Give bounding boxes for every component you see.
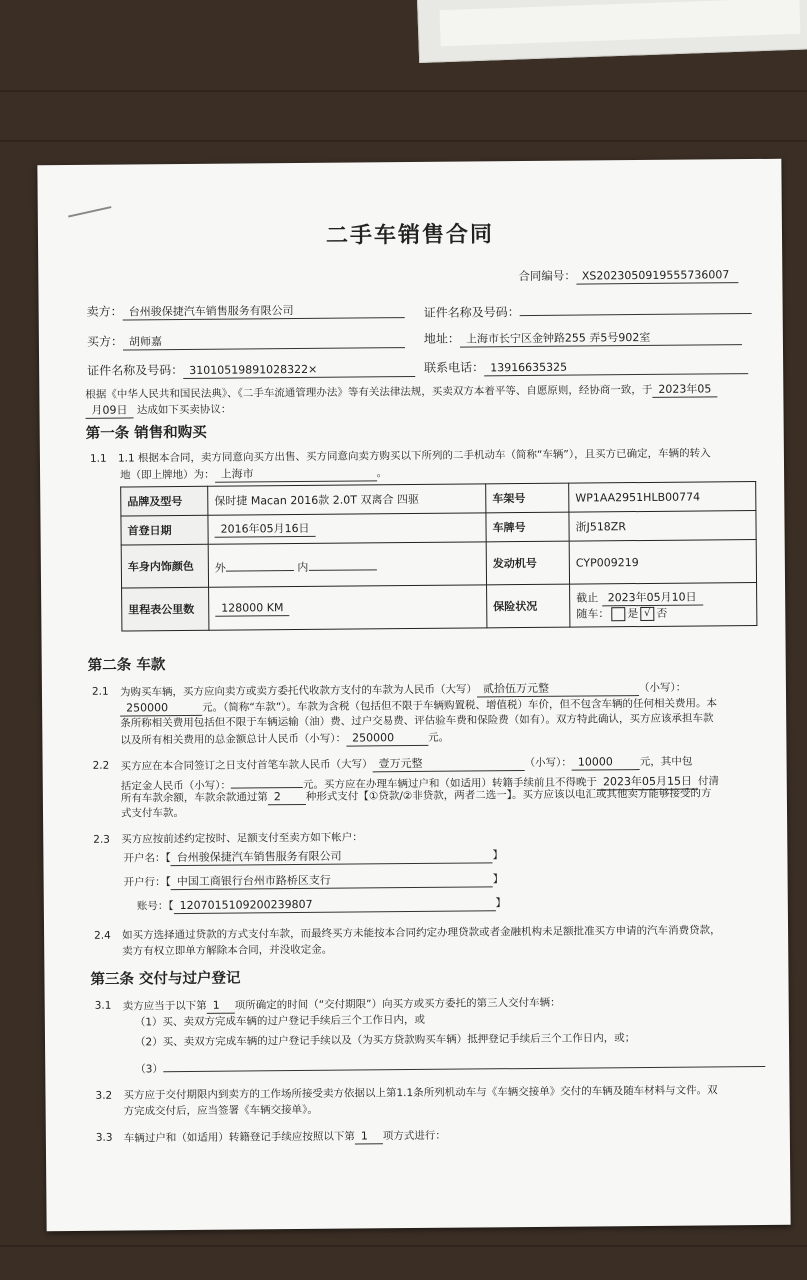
checkbox-no-checked[interactable]: √ (640, 606, 654, 620)
clause-2-2-line1: 买方应在本合同签订之日支付首笔车款人民币（大写） 壹万元整 （小写）： 10000 元，其中包 (120, 755, 693, 773)
seller-row: 卖方： 台州骏保捷汽车销售服务有限公司 (87, 302, 405, 321)
registration-place: 上海市 (215, 465, 377, 482)
clause-2-4-num: 2.4 (94, 929, 111, 942)
payment-method: 2 (268, 789, 306, 805)
checkbox-yes[interactable] (611, 607, 625, 621)
price-amount: 250000 (120, 700, 202, 717)
price-in-words: 贰拾伍万元整 (477, 680, 639, 697)
insurance-expiry: 2023年05月10日 (602, 589, 703, 606)
table-row: 车身内饰颜色 外 内 发动机号 CYP009219 (121, 540, 756, 589)
clause-3-2-line2: 方完成交付后，应当签署《车辆交接单》。 (123, 1103, 318, 1118)
account-name-row: 开户名：【 台州骏保捷汽车销售服务有限公司 】 (123, 849, 504, 865)
table-row: 品牌及型号 保时捷 Macan 2016款 2.0T 双离合 四驱 车架号 WP1AA2951HLB00774 (121, 482, 756, 517)
engine-number: CYP009219 (569, 540, 756, 585)
first-registration-date: 2016年05月16日 (214, 521, 315, 538)
clause-2-4-line2: 卖方有权立即单方解除本合同，并没收定金。 (122, 943, 333, 958)
address-row: 地址： 上海市长宁区金钟路255 弄5号902室 (424, 329, 742, 348)
clause-2-3-num: 2.3 (93, 833, 111, 846)
clause-3-2-line1: 买方应于交付期限内到卖方的工作场所接受卖方依据以上第1.1条所列机动车与《车辆交接单》交付的车辆及随车材料与文件。双 (123, 1084, 718, 1102)
wood-grain (0, 1245, 807, 1247)
total-amount: 250000 (346, 730, 428, 747)
seller-id-row: 证件名称及号码： (424, 299, 752, 321)
account-number: 1207015109200239807 (174, 895, 496, 914)
contract-number-row: 合同编号： XS2023050919555736007 (518, 267, 738, 285)
section-3-heading: 第三条 交付与过户登记 (90, 970, 241, 988)
account-bank-row: 开户行：【 中国工商银行台州市路桥区支行 】 (123, 873, 504, 889)
exterior-color (226, 556, 294, 572)
seller-name: 台州骏保捷汽车销售服务有限公司 (123, 302, 405, 320)
buyer-id-row: 证件名称及号码： 31010519891028322× (87, 361, 415, 380)
clause-3-1-item2: （2）买、卖双方完成车辆的过户登记手续以及（为买方贷款购买车辆）抵押登记手续后三个工作日内，或； (134, 1032, 636, 1049)
seller-id (520, 299, 752, 316)
table-row: 里程表公里数 128000 KM 保险状况 截止 2023年05月10日 随车： 是 √ 否 (122, 583, 757, 632)
license-plate: 浙J518ZR (569, 511, 756, 542)
account-name: 台州骏保捷汽车销售服务有限公司 (171, 847, 493, 866)
clause-3-1-num: 3.1 (94, 999, 112, 1012)
clause-2-2-line4: 式支付车款。 (120, 807, 185, 820)
preamble-line2: 月09日 达成如下买卖协议： (85, 402, 231, 419)
clause-2-1-line1: 为购买车辆，买方应向卖方或卖方委托代收款方支付的车款为人民币（大写） 贰拾伍万元整 （小写）： (119, 681, 687, 699)
contract-page (37, 159, 790, 1231)
clause-2-1-line4: 以及所有相关费用的总金额总计人民币（小写）： 250000 元。 (120, 731, 450, 747)
page-title: 二手车销售合同 (325, 222, 495, 249)
buyer-id: 31010519891028322× (183, 361, 415, 379)
staple-mark (68, 206, 111, 217)
interior-color (308, 555, 376, 571)
clause-1-1-line1: 1.1 根据本合同，卖方同意向买方出售、买方同意向卖方购买以下所列的二手机动车（简称“车辆”），且买方已确定，车辆的转入 (117, 447, 711, 465)
transfer-option: 1 (355, 1128, 383, 1144)
table-row: 首登日期 2016年05月16日 车牌号 浙J518ZR (121, 511, 756, 546)
clause-2-1-num: 2.1 (91, 685, 109, 698)
clause-3-2-num: 3.2 (95, 1089, 113, 1102)
phone-row: 联系电话： 13916635325 (424, 358, 748, 377)
section-1-heading: 第一条 销售和购买 (85, 424, 207, 442)
odometer-reading: 128000 KM (215, 600, 289, 617)
vehicle-vin: WP1AA2951HLB00774 (569, 482, 756, 513)
clause-3-1-item3: （3） (135, 1052, 765, 1077)
down-payment-words: 壹万元整 (373, 755, 525, 772)
buyer-phone: 13916635325 (484, 358, 748, 376)
deposit-amount (231, 773, 303, 789)
clause-3-1-line1: 卖方应当于以下第 1 项所确定的时间（“交付期限”）向买方或买方委托的第三人交付车辆： (122, 996, 561, 1013)
clause-3-3-num: 3.3 (95, 1131, 113, 1144)
down-payment-amount: 10000 (572, 754, 640, 771)
vehicle-model: 保时捷 Macan 2016款 2.0T 双离合 四驱 (208, 484, 486, 515)
clause-2-1-line2: 250000 元。（简称“车款”）。车款为含税（包括但不限于车辆购置税、增值税）车价，但不包含车辆的任何相关费用。本 (120, 695, 717, 716)
clause-1-1-line2: 地（即上牌地）为： 上海市 。 (120, 467, 388, 482)
clause-3-1-item1: （1）买、卖双方完成车辆的过户登记手续后三个工作日内，或 (134, 1013, 426, 1029)
contract-number: XS2023050919555736007 (576, 267, 738, 284)
buyer-name: 胡师嘉 (123, 332, 405, 350)
wood-grain (0, 140, 807, 142)
clause-2-2-line2: 括定金人民币（小写）： 元。买方应在办理车辆过户和（如适用）转籍手续前且不得晚于 2023年05月15日 付清 (120, 774, 720, 793)
balance-due-date: 2023年05月15日 (597, 774, 698, 791)
wood-grain (0, 90, 807, 92)
buyer-row: 买方： 胡师嘉 (87, 332, 405, 351)
clause-2-2-num: 2.2 (92, 759, 110, 772)
clause-2-2-line3: 所有车款余额，车款余款通过第 2 种形式支付【①贷款/②非贷款，两者二选一】。买方应该以电汇或其他卖方能够接受的方 (120, 787, 712, 805)
account-number-row: 账号：【 1207015109200239807 】 (136, 897, 507, 913)
preamble-line1: 根据《中华人民共和国民法典》、《二手车流通管理办法》等有关法律法规，买卖双方本着平等、自愿原则，经协商一致，于 2023年05 (85, 381, 717, 403)
account-bank: 中国工商银行台州市路桥区支行 (171, 871, 493, 890)
clause-2-3-line1: 买方应按前述约定按时、足额支付至卖方如下帐户： (121, 831, 363, 846)
clause-3-3-line1: 车辆过户和（如适用）转籍登记手续应按照以下第 1 项方式进行： (123, 1129, 446, 1145)
clause-2-4-line1: 如买方选择通过贷款的方式支付车款，而最终买方未能按本合同约定办理贷款或者金融机构未足额批准买方申请的汽车消费贷款， (122, 924, 721, 942)
delivery-option: 1 (207, 998, 235, 1014)
vehicle-info-table (120, 481, 757, 632)
buyer-address: 上海市长宁区金钟路255 弄5号902室 (460, 329, 742, 347)
clause-2-1-line3: 条所称相关费用包括但不限于车辆运输（油）费、过户交易费、评估验车费和保险费（如有）。双方特此确认，买方应该承担车款 (120, 712, 714, 730)
delivery-other-blank (163, 1052, 765, 1072)
section-2-heading: 第二条 车款 (87, 657, 166, 674)
clause-1-1-num: 1.1 (89, 452, 107, 465)
